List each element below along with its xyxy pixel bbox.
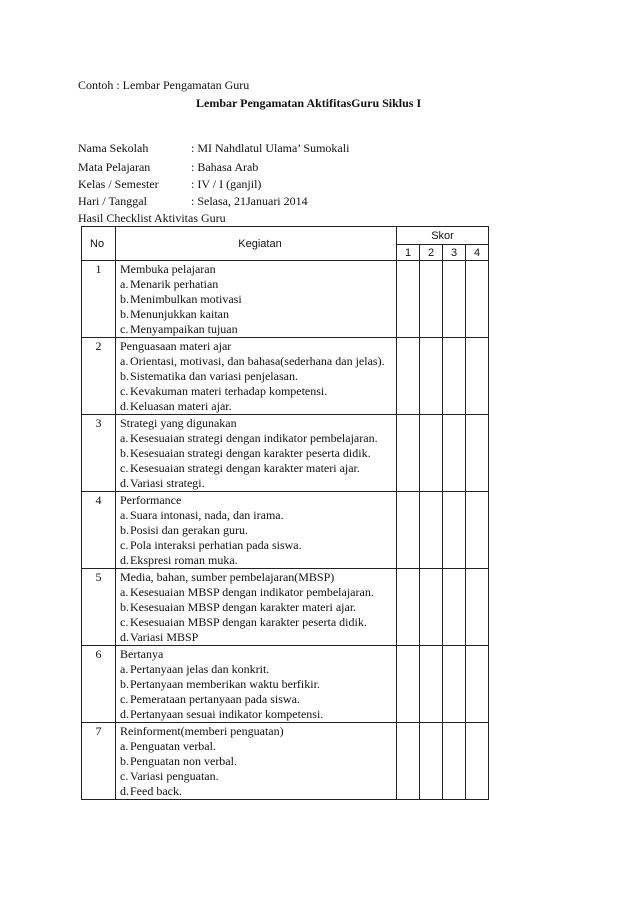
activity-item <box>120 630 396 645</box>
activity-item <box>120 692 396 707</box>
activity-item <box>120 784 396 799</box>
item-marker: b. <box>120 523 129 537</box>
item-marker: b. <box>120 754 129 768</box>
item-text: Kesesuaian MBSP dengan karakter materi ajar. <box>130 600 357 614</box>
item-text: Kesesuaian MBSP dengan karakter peserta didik. <box>130 615 367 629</box>
item-text: Penguatan verbal. <box>130 739 216 753</box>
item-marker: c. <box>120 769 129 783</box>
item-marker: d. <box>120 707 129 721</box>
item-marker: c. <box>120 538 129 552</box>
item-text: Pertanyaan jelas dan konkrit. <box>130 662 270 676</box>
item-text: Sistematika dan variasi penjelasan. <box>130 369 298 383</box>
page-title: Lembar Pengamatan AktifitasGuru Siklus I <box>196 96 422 110</box>
header-no: No <box>82 227 116 261</box>
score-col-1: 1 <box>397 245 420 261</box>
activity-item <box>120 523 396 538</box>
score-cell-3[interactable] <box>443 646 466 723</box>
table-row <box>82 415 489 492</box>
activity-item <box>120 384 396 399</box>
score-cell-3[interactable] <box>443 261 466 338</box>
activity-item <box>120 615 396 630</box>
header-skor: Skor <box>397 227 489 245</box>
item-marker: d. <box>120 553 129 567</box>
row-number: 1 <box>82 261 116 338</box>
score-cell-3[interactable] <box>443 492 466 569</box>
row-number: 4 <box>82 492 116 569</box>
item-marker: c. <box>120 615 129 629</box>
activity-title: Penguasaan materi ajar <box>120 339 232 353</box>
activity-item <box>120 508 396 523</box>
item-text: Kesesuaian strategi dengan indikator pembelajaran. <box>130 431 378 445</box>
table-row <box>82 261 489 338</box>
item-text: Kesesuaian strategi dengan karakter materi ajar. <box>130 461 360 475</box>
score-cell-2[interactable] <box>420 492 443 569</box>
activity-item <box>120 461 396 476</box>
score-cell-1[interactable] <box>397 415 420 492</box>
score-cell-4[interactable] <box>466 338 489 415</box>
activity-item <box>120 677 396 692</box>
item-text: Feed back. <box>130 784 182 798</box>
item-text: Variasi MBSP <box>130 630 199 644</box>
activity-item <box>120 431 396 446</box>
item-marker: c. <box>120 384 129 398</box>
activity-item <box>120 739 396 754</box>
score-cell-3[interactable] <box>443 569 466 646</box>
info-row-subject <box>78 160 258 175</box>
item-text: Menyampaikan tujuan <box>130 322 238 336</box>
activity-item <box>120 769 396 784</box>
activity-item <box>120 369 396 384</box>
score-cell-1[interactable] <box>397 261 420 338</box>
item-marker: b. <box>120 369 129 383</box>
header-kegiatan: Kegiatan <box>116 227 397 261</box>
item-text: Menarik perhatian <box>130 277 219 291</box>
activity-title: Performance <box>120 493 182 507</box>
score-cell-1[interactable] <box>397 492 420 569</box>
item-text: Kesesuaian strategi dengan karakter peserta didik. <box>130 446 371 460</box>
score-col-4: 4 <box>466 245 489 261</box>
activity-title: Membuka pelajaran <box>120 262 216 276</box>
item-marker: a. <box>120 739 129 753</box>
activity-item <box>120 585 396 600</box>
item-text: Variasi strategi. <box>130 476 205 490</box>
item-marker: c. <box>120 692 129 706</box>
row-number: 6 <box>82 646 116 723</box>
score-cell-1[interactable] <box>397 338 420 415</box>
score-cell-1[interactable] <box>397 723 420 800</box>
row-number: 3 <box>82 415 116 492</box>
item-marker: a. <box>120 585 129 599</box>
item-text: Posisi dan gerakan guru. <box>130 523 248 537</box>
example-label: Contoh : Lembar Pengamatan Guru <box>78 78 250 92</box>
score-cell-2[interactable] <box>420 415 443 492</box>
activity-item <box>120 476 396 491</box>
row-number: 5 <box>82 569 116 646</box>
item-marker: c. <box>120 322 129 336</box>
item-marker: b. <box>120 446 129 460</box>
item-marker: a. <box>120 508 129 522</box>
checklist-label: Hasil Checklist Aktivitas Guru <box>78 211 226 225</box>
activity-item <box>120 754 396 769</box>
activity-cell <box>116 415 397 492</box>
activity-item <box>120 322 396 337</box>
info-label: Hari / Tanggal <box>78 194 147 208</box>
item-text: Menunjukkan kaitan <box>130 307 229 321</box>
score-cell-1[interactable] <box>397 646 420 723</box>
info-value: : Selasa, 21Januari 2014 <box>191 194 308 208</box>
info-label: Nama Sekolah <box>78 141 149 155</box>
activity-item <box>120 538 396 553</box>
item-marker: b. <box>120 677 129 691</box>
item-marker: d. <box>120 784 129 798</box>
score-cell-4[interactable] <box>466 492 489 569</box>
table-row <box>82 569 489 646</box>
activity-title: Media, bahan, sumber pembelajaran(MBSP) <box>120 570 335 584</box>
item-marker: c. <box>120 461 129 475</box>
table-row <box>82 338 489 415</box>
item-text: Pertanyaan memberikan waktu berfikir. <box>130 677 320 691</box>
activity-item <box>120 277 396 292</box>
item-marker: d. <box>120 399 129 413</box>
info-row-class <box>78 177 261 192</box>
score-cell-4[interactable] <box>466 415 489 492</box>
row-number: 2 <box>82 338 116 415</box>
item-text: Keluasan materi ajar. <box>130 399 232 413</box>
activity-title: Bertanya <box>120 647 164 661</box>
item-text: Ekspresi roman muka. <box>130 553 238 567</box>
activity-item <box>120 292 396 307</box>
table-row <box>82 646 489 723</box>
activity-item <box>120 354 396 369</box>
score-cell-4[interactable] <box>466 569 489 646</box>
score-cell-2[interactable] <box>420 569 443 646</box>
item-text: Penguatan non verbal. <box>130 754 237 768</box>
score-cell-3[interactable] <box>443 415 466 492</box>
item-marker: b. <box>120 292 129 306</box>
activity-cell <box>116 338 397 415</box>
score-cell-2[interactable] <box>420 261 443 338</box>
score-cell-3[interactable] <box>443 723 466 800</box>
activity-cell <box>116 569 397 646</box>
score-cell-2[interactable] <box>420 646 443 723</box>
item-marker: b. <box>120 600 129 614</box>
observation-table <box>81 226 489 800</box>
activity-item <box>120 446 396 461</box>
activity-title: Reinforment(memberi penguatan) <box>120 724 284 738</box>
score-cell-2[interactable] <box>420 723 443 800</box>
activity-item <box>120 662 396 677</box>
score-cell-4[interactable] <box>466 723 489 800</box>
activity-cell <box>116 492 397 569</box>
score-cell-3[interactable] <box>443 338 466 415</box>
item-text: Suara intonasi, nada, dan irama. <box>130 508 284 522</box>
activity-item <box>120 307 396 322</box>
item-marker: d. <box>120 630 129 644</box>
activity-cell <box>116 723 397 800</box>
item-marker: a. <box>120 277 129 291</box>
item-marker: d. <box>120 476 129 490</box>
item-text: Kevakuman materi terhadap kompetensi. <box>130 384 328 398</box>
score-cell-2[interactable] <box>420 338 443 415</box>
score-cell-4[interactable] <box>466 646 489 723</box>
item-text: Orientasi, motivasi, dan bahasa(sederhana dan jelas). <box>130 354 385 368</box>
item-text: Kesesuaian MBSP dengan indikator pembelajaran. <box>130 585 374 599</box>
item-marker: b. <box>120 307 129 321</box>
info-value: : MI Nahdlatul Ulama’ Sumokali <box>191 141 350 155</box>
score-col-3: 3 <box>443 245 466 261</box>
info-value: : Bahasa Arab <box>191 160 259 174</box>
item-text: Pola interaksi perhatian pada siswa. <box>130 538 302 552</box>
table-row <box>82 723 489 800</box>
item-marker: a. <box>120 354 129 368</box>
activity-cell <box>116 646 397 723</box>
info-row-date <box>78 194 308 209</box>
activity-item <box>120 399 396 414</box>
item-text: Pemerataan pertanyaan pada siswa. <box>130 692 300 706</box>
row-number: 7 <box>82 723 116 800</box>
item-text: Pertanyaan sesuai indikator kompetensi. <box>130 707 324 721</box>
activity-item <box>120 707 396 722</box>
table-row <box>82 492 489 569</box>
score-cell-1[interactable] <box>397 569 420 646</box>
info-value: : IV / I (ganjil) <box>191 177 262 191</box>
info-label: Kelas / Semester <box>78 177 159 191</box>
activity-item <box>120 600 396 615</box>
item-marker: a. <box>120 431 129 445</box>
activity-cell <box>116 261 397 338</box>
info-label: Mata Pelajaran <box>78 160 151 174</box>
score-cell-4[interactable] <box>466 261 489 338</box>
score-col-2: 2 <box>420 245 443 261</box>
item-marker: a. <box>120 662 129 676</box>
item-text: Menimbulkan motivasi <box>130 292 242 306</box>
item-text: Variasi penguatan. <box>130 769 219 783</box>
info-row-school <box>78 141 349 156</box>
activity-title: Strategi yang digunakan <box>120 416 237 430</box>
activity-item <box>120 553 396 568</box>
